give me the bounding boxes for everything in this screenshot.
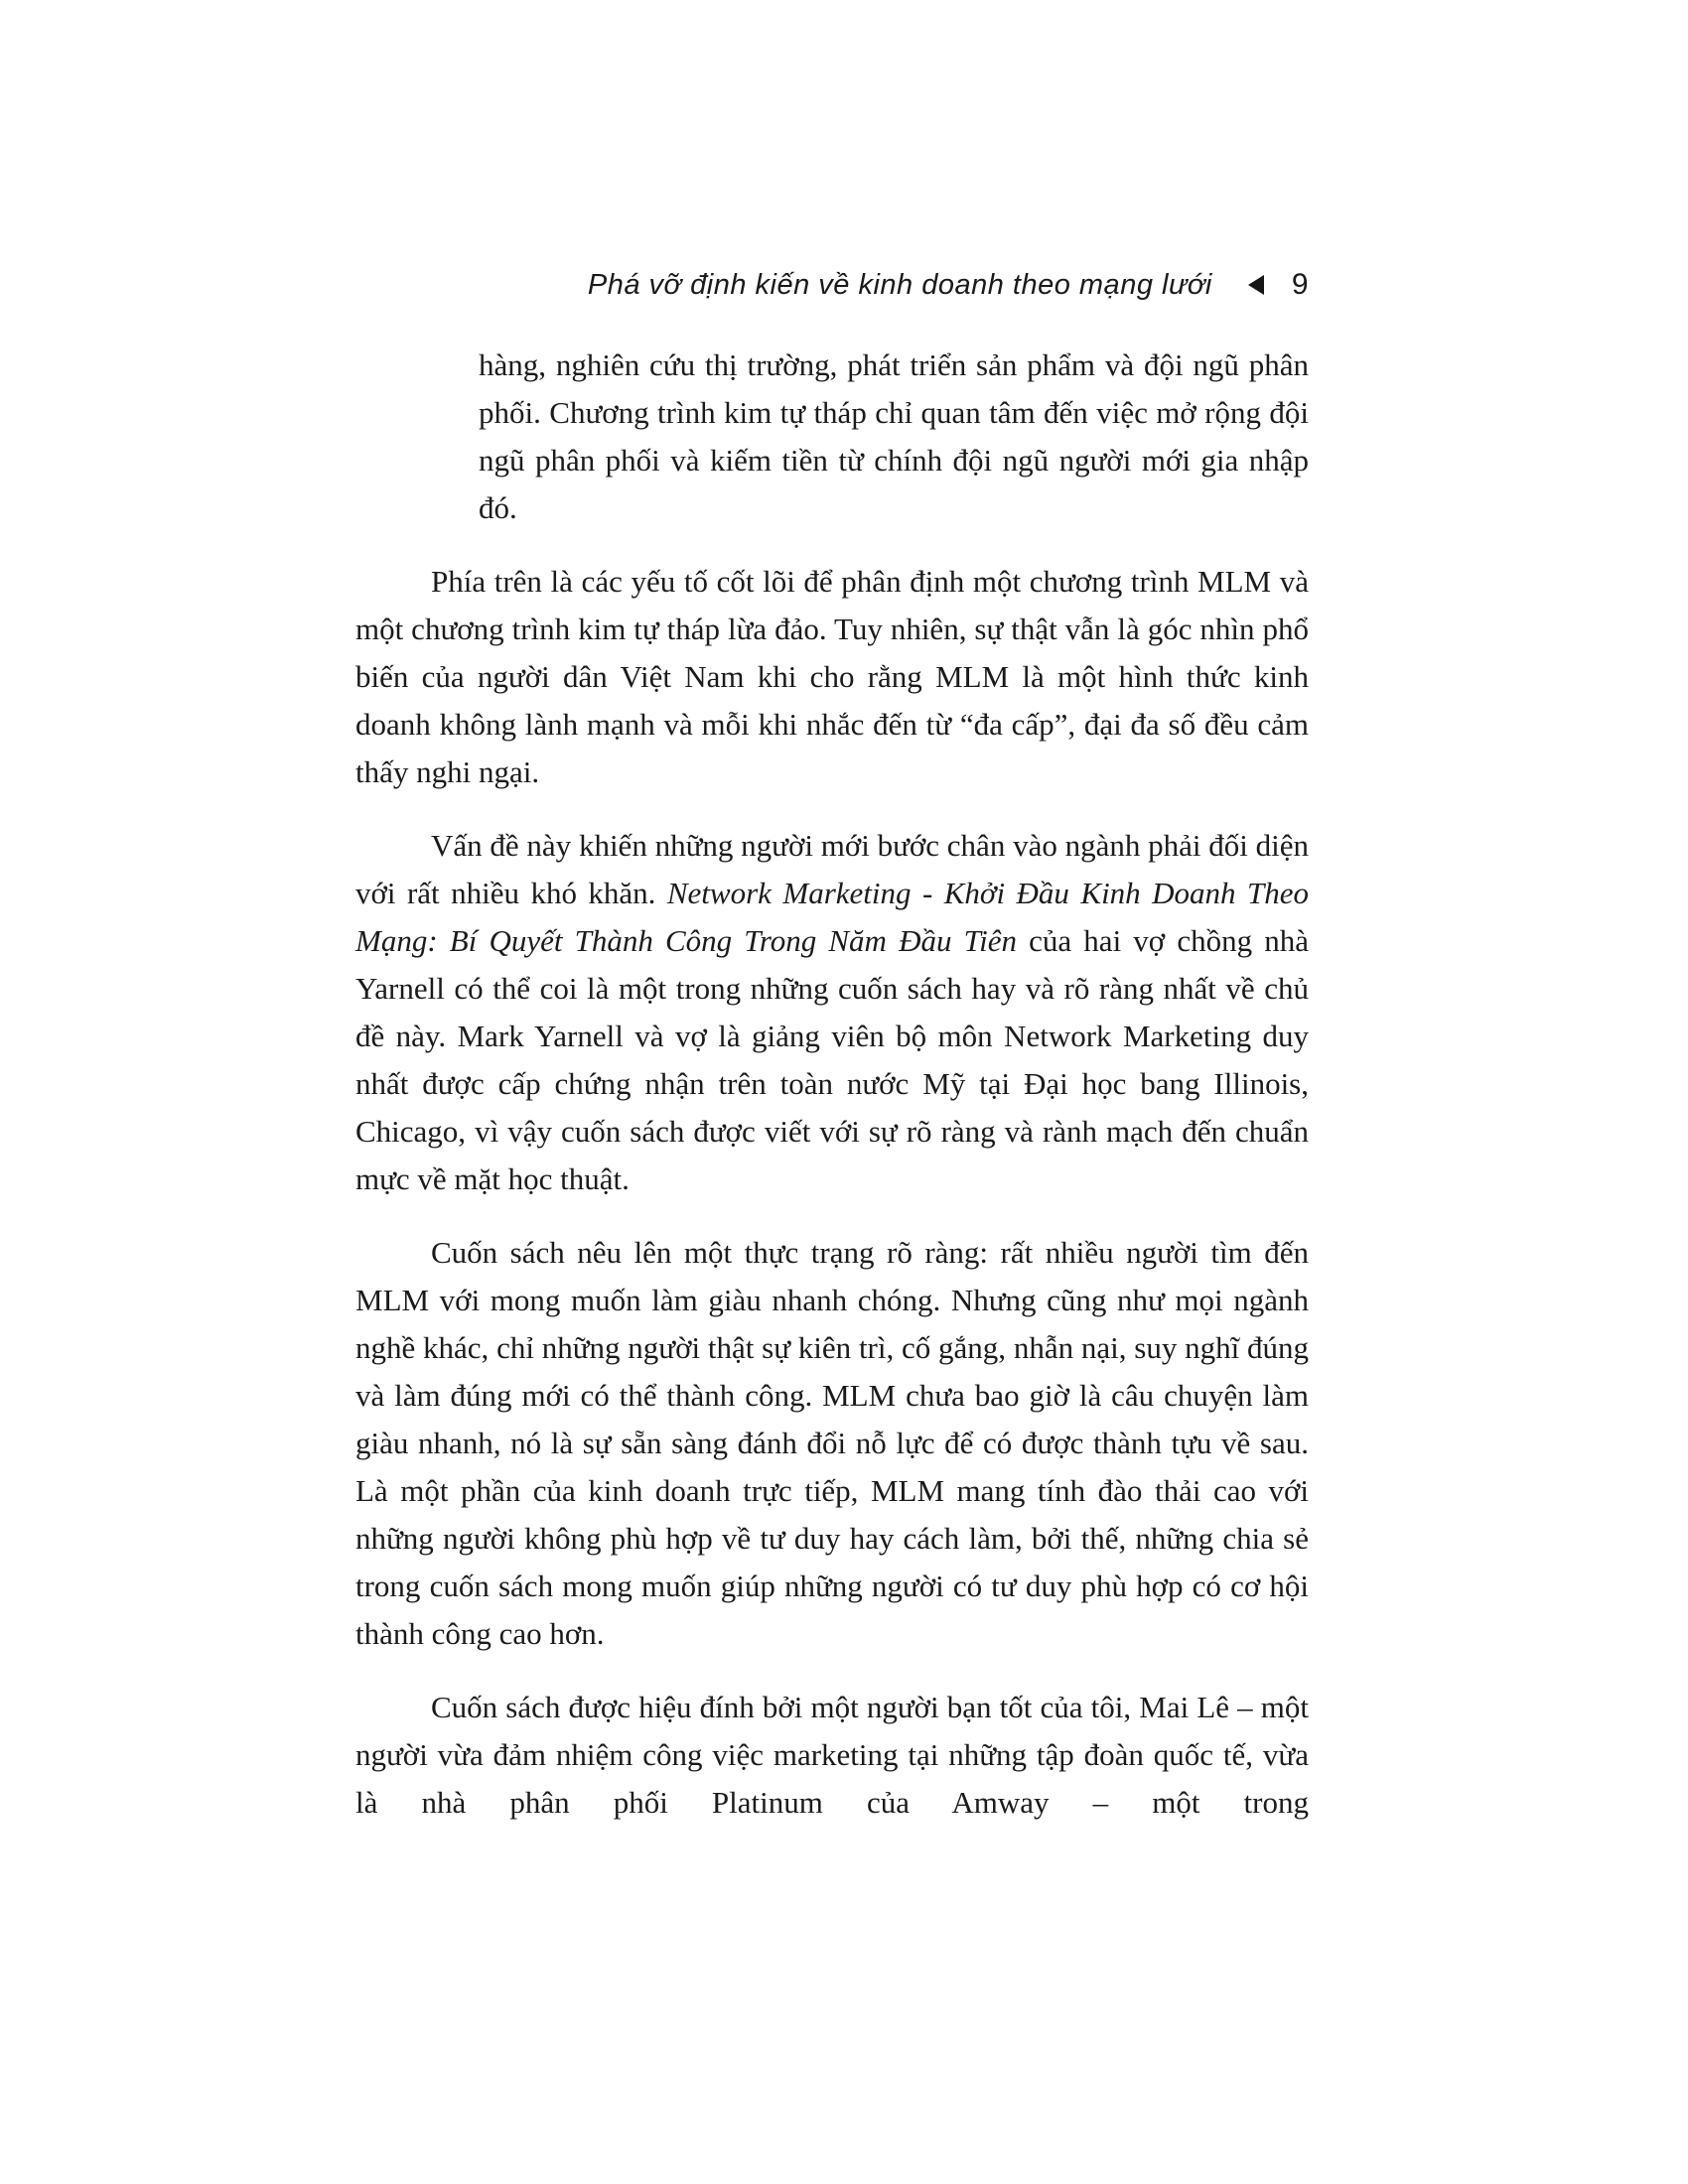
book-title-italic-run: Network Marketing - Khởi Đầu Kinh Doanh Theo Mạng: Bí Quyết Thành Công Trong Năm Đầu Tiên <box>355 876 1309 958</box>
paragraph <box>355 558 1309 796</box>
running-header-title: Phá vỡ định kiến về kinh doanh theo mạng lưới <box>587 268 1212 301</box>
text-run: Vấn đề này khiến những người mới bước chân vào ngành phải đối diện với rất nhiều khó khăn. <box>355 828 1309 910</box>
text-run: Phía trên là các yếu tố cốt lõi để phân định một chương trình MLM và một chương trình kim tự tháp lừa đảo. Tuy nhiên, sự thật vẫn là góc nhìn phổ biến của người dân Việt Nam khi cho rằng MLM là một hình thức kinh doanh không lành mạnh và mỗi khi nhắc đến từ “đa cấp”, đại đa số đều cảm thấy nghi ngại. <box>355 564 1309 789</box>
paragraph <box>355 822 1309 1203</box>
paragraph <box>355 1229 1309 1658</box>
text-run: Cuốn sách được hiệu đính bởi một người bạn tốt của tôi, Mai Lê – một người vừa đảm nhiệm công việc marketing tại những tập đoàn quốc tế, vừa là nhà phân phối Platinum của Amway – một trong <box>355 1690 1309 1820</box>
text-run: hàng, nghiên cứu thị trường, phát triển sản phẩm và đội ngũ phân phối. Chương trình kim tự tháp chỉ quan tâm đến việc mở rộng đội ngũ phân phối và kiếm tiền từ chính đội ngũ người mới gia nhập đó. <box>479 347 1309 525</box>
text-block <box>355 266 1309 1852</box>
page-content <box>355 341 1309 1827</box>
page-number: 9 <box>1291 268 1309 301</box>
text-run: Cuốn sách nêu lên một thực trạng rõ ràng: rất nhiều người tìm đến MLM với mong muốn làm giàu nhanh chóng. Nhưng cũng như mọi ngành nghề khác, chỉ những người thật sự kiên trì, cố gắng, nhẫn nại, suy nghĩ đúng và làm đúng mới có thể thành công. MLM chưa bao giờ là câu chuyện làm giàu nhanh, nó là sự sẵn sàng đánh đổi nỗ lực để có được thành tựu về sau. Là một phần của kinh doanh trực tiếp, MLM mang tính đào thải cao với những người không phù hợp về tư duy hay cách làm, bởi thế, những chia sẻ trong cuốn sách mong muốn giúp những người có tư duy phù hợp có cơ hội thành công cao hơn. <box>355 1235 1309 1651</box>
text-run: của hai vợ chồng nhà Yarnell có thể coi là một trong những cuốn sách hay và rõ ràng nhất về chủ đề này. Mark Yarnell và vợ là giảng viên bộ môn Network Marketing duy nhất được cấp chứng nhận trên toàn nước Mỹ tại Đại học bang Illinois, Chicago, vì vậy cuốn sách được viết với sự rõ ràng và rành mạch đến chuẩn mực về mặt học thuật. <box>355 923 1309 1196</box>
paragraph <box>355 1684 1309 1827</box>
page-header <box>355 266 1309 304</box>
paragraph <box>479 341 1309 532</box>
left-triangle-icon <box>1248 275 1264 295</box>
